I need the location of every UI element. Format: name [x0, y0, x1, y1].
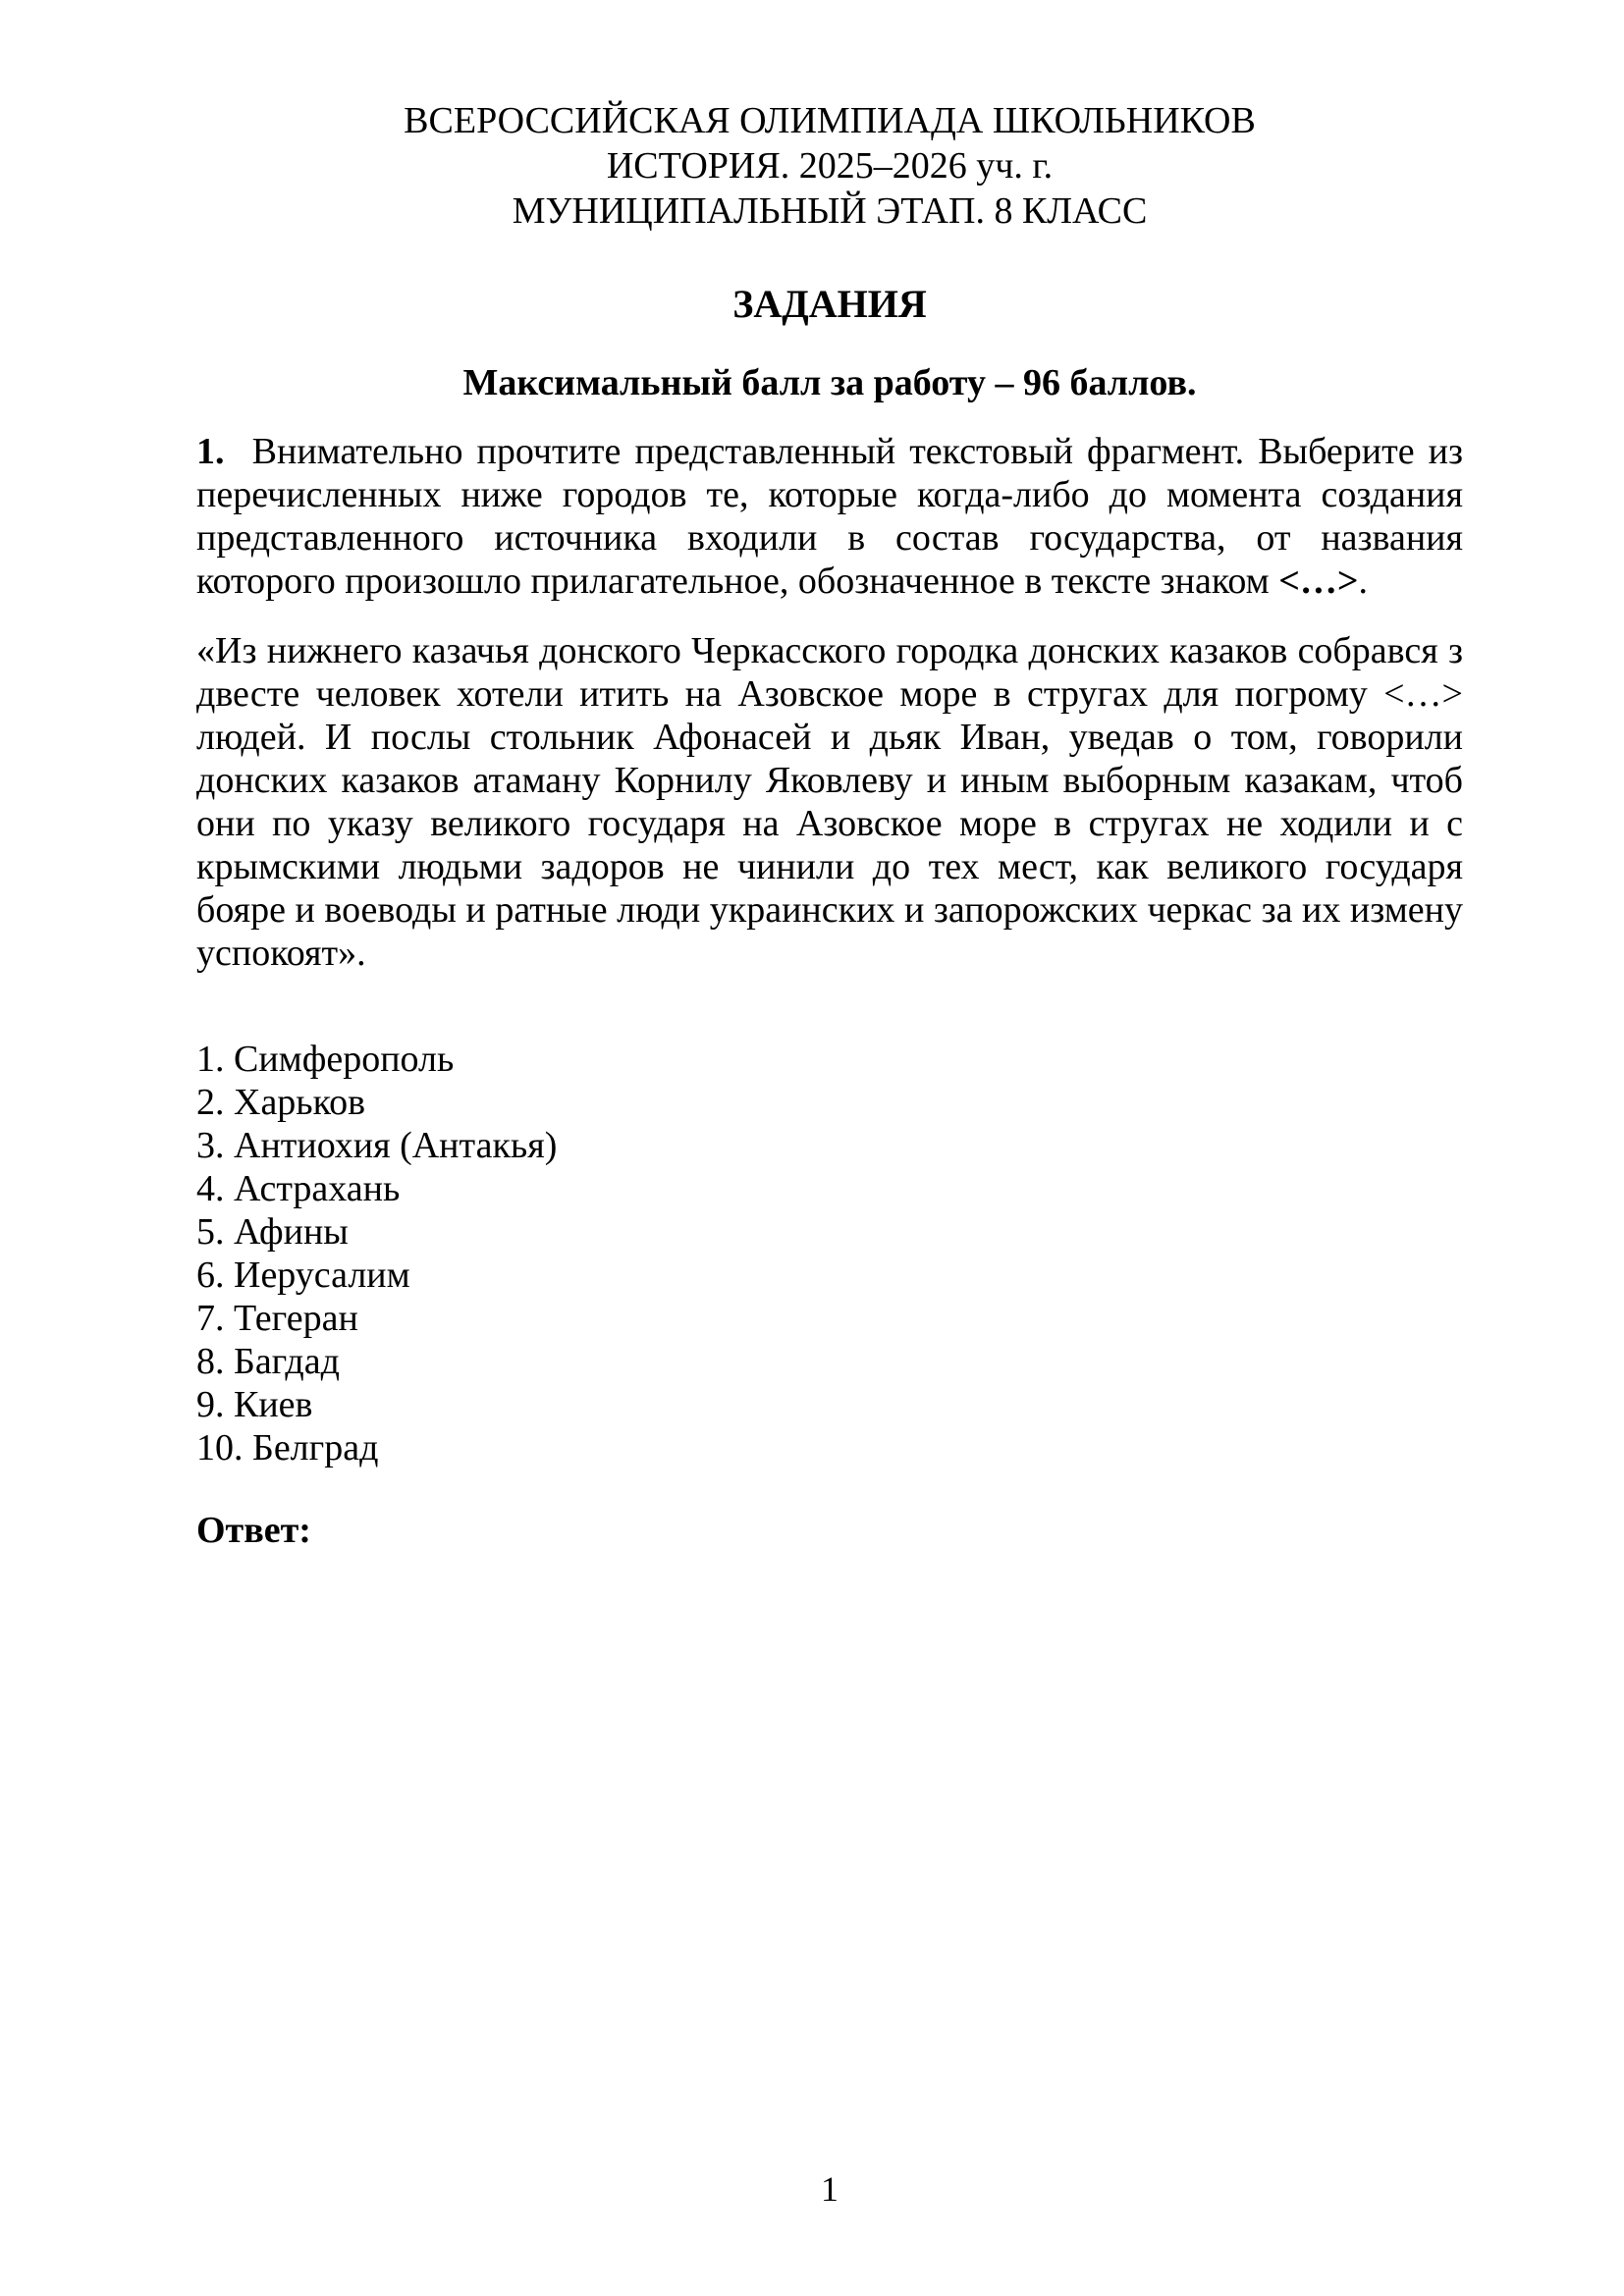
task1-intro-text: Внимательно прочтите представленный текстовый фрагмент. Выберите из перечисленных ниже городов те, которые когда-либо до момента создания представленного источника входили в состав государства, от названия которого произошло прилагательное, обозначенное в тексте знаком	[196, 431, 1464, 602]
header-olympiad-line: ВСЕРОССИЙСКАЯ ОЛИМПИАДА ШКОЛЬНИКОВ	[404, 100, 1256, 141]
answer-label: Ответ:	[196, 1510, 311, 1551]
task1-source-quote: «Из нижнего казачья донского Черкасского городка донских казаков собрався з двесте человек хотели итить на Азовское море в стругах для погрому <…> людей. И послы стольник Афонасей и дьяк Иван, уведав о том, говорили донских казаков атаману Корнилу Яковлеву и иным выборным казакам, чтоб они по указу великого государя на Азовское море в стругах не ходили и с крымскими людьми задоров не чинили до тех мест, как великого государя бояре и воеводы и ратные люди украинских и запорожских черкас за их измену успокоят».	[196, 630, 1463, 974]
option-item: 3. Антиохия (Антакья)	[196, 1125, 558, 1166]
task1-number: 1.	[196, 431, 225, 472]
option-item: 4. Астрахань	[196, 1168, 401, 1209]
option-item: 8. Багдад	[196, 1341, 340, 1382]
header-subject-year-line: ИСТОРИЯ. 2025–2026 уч. г.	[606, 145, 1054, 187]
option-item: 10. Белград	[196, 1427, 379, 1468]
option-item: 6. Иерусалим	[196, 1255, 410, 1296]
task1-intro-paragraph	[196, 430, 1463, 603]
page-number: 1	[821, 2169, 839, 2209]
option-item: 9. Киев	[196, 1384, 313, 1425]
option-item: 7. Тегеран	[196, 1298, 358, 1339]
tasks-title: ЗАДАНИЯ	[732, 282, 927, 326]
header-stage-grade-line: МУНИЦИПАЛЬНЫЙ ЭТАП. 8 КЛАСС	[512, 190, 1148, 232]
option-item: 2. Харьков	[196, 1082, 366, 1123]
task1-intro-period: .	[1358, 561, 1369, 602]
option-item: 5. Афины	[196, 1211, 349, 1253]
task1-options-list	[196, 1038, 1463, 1469]
task1-ellipsis-marker: <…>	[1278, 561, 1359, 602]
max-score-subtitle: Максимальный балл за работу – 96 баллов.	[462, 362, 1197, 403]
option-item: 1. Симферополь	[196, 1039, 455, 1080]
doc-header	[196, 98, 1463, 234]
